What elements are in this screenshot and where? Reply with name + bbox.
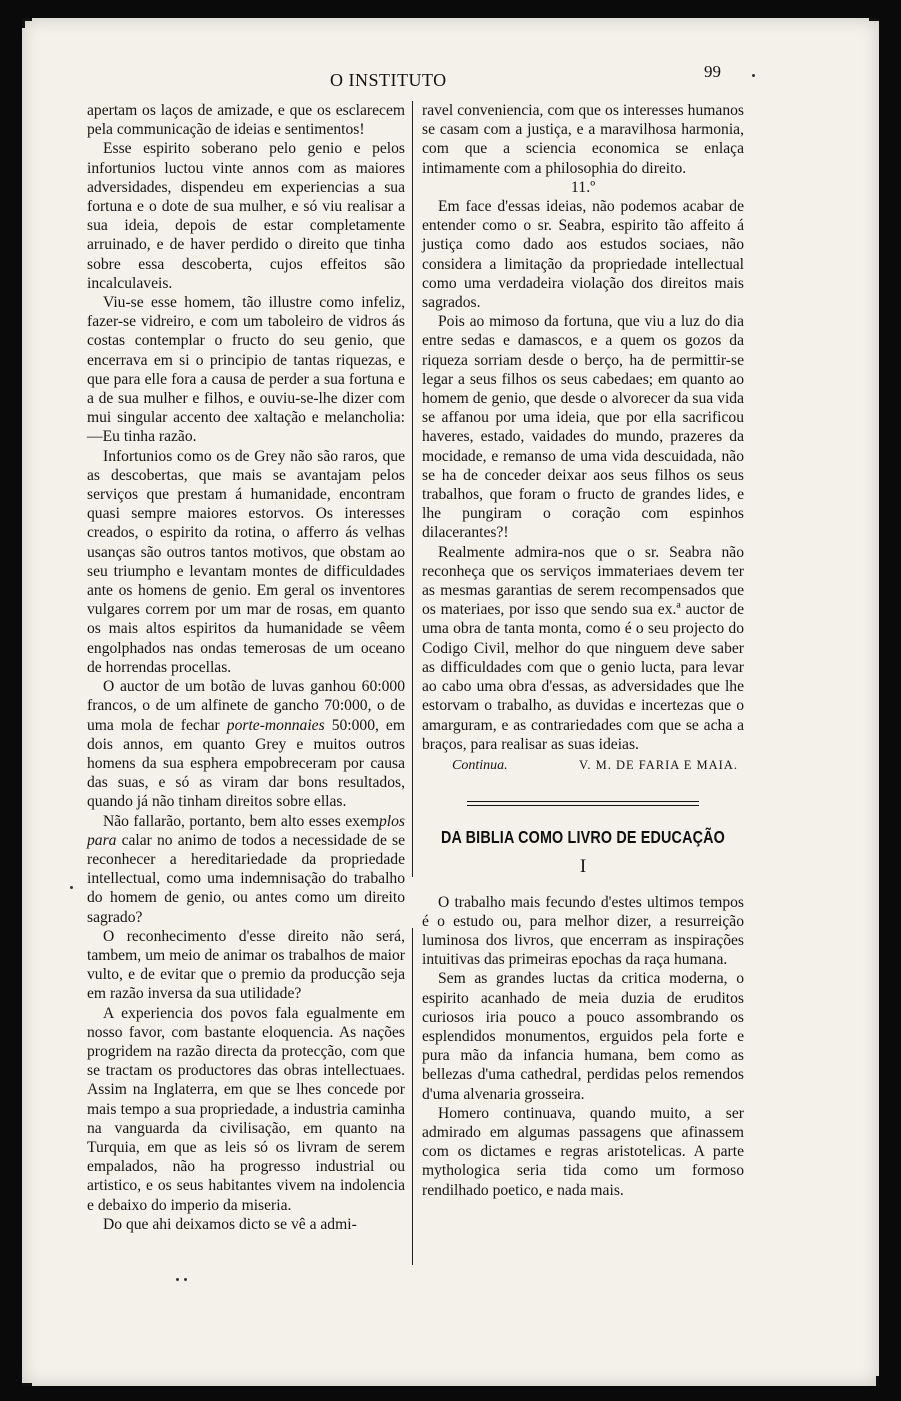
print-speck bbox=[752, 74, 755, 77]
column-divider-lower bbox=[412, 928, 413, 1265]
paragraph-text: 50:000, em dois annos, em quanto Grey e muitos outros homens da sua esphera empobreceram por causa das suas, e só as viram dar bons resultados, quando já não tinham direitos sobre ellas. bbox=[87, 716, 405, 811]
article-signature bbox=[422, 756, 744, 775]
print-speck bbox=[184, 1278, 187, 1281]
italic-term: plos para bbox=[87, 812, 405, 849]
page-edge-mark bbox=[22, 1383, 32, 1386]
print-speck bbox=[70, 886, 73, 889]
paragraph: Viu-se esse homem, tão illustre como infeliz, fazer-se vidreiro, e com um taboleiro de vidros ás costas contemplar o fructo do seu genio, que encerrava em si o principio de tantas riquezas, e que para elle fora a causa de perder a sua fortuna e a de sua mulher e filhos, e ouviu-se-lhe dizer com mui singular accento dee xaltação e melancholia:—Eu tinha razão. bbox=[87, 294, 405, 446]
print-speck bbox=[176, 1278, 179, 1281]
section-number: 11.º bbox=[570, 178, 596, 196]
paragraph: Do que ahi deixamos dicto se vê a admi- bbox=[103, 1215, 357, 1233]
right-column bbox=[422, 101, 744, 1200]
author-name: V. M. DE FARIA E MAIA. bbox=[578, 757, 738, 772]
article-part-number: I bbox=[579, 856, 587, 878]
italic-term: porte-monnaies bbox=[226, 716, 325, 734]
paragraph: Infortunios como os de Grey não são raros, que as descobertas, que mais se avantajam pelos serviços que prestam á humanidade, encontram quasi sempre maiores estorvos. Os interesses creados, o espirito da rotina, o afferro ás velhas usanças são outros tantos motivos, que obstam ao seu triumpho e levantam montes de difficuldades ante os homens de genio. Em geral os inventores vulgares correm por um mar de rosas, em quanto os mais altos espiritos da humanidade se vêem engolphados nas ondas temerosas de um oceano de horrendas procellas. bbox=[87, 447, 405, 676]
paragraph bbox=[87, 812, 405, 927]
paragraph: Esse espirito soberano pelo genio e pelos infortunios luctou vinte annos com as maiores adversidades, dispendeu em experiencias a sua fortuna e o dote de sua mulher, e só viu realisar a sua ideia, depois de estar completamente arruinado, e de haver perdido o direito que tinha sobre essa descoberta, cujos effeitos são incalculaveis. bbox=[87, 140, 405, 292]
column-divider bbox=[412, 101, 413, 877]
paragraph: O reconhecimento d'esse direito não será, tambem, um meio de animar os trabalhos de maior vulto, e de evitar que o premio da producção seja em razão inversa da sua utilidade? bbox=[87, 927, 405, 1003]
running-header-title: O INSTITUTO bbox=[330, 70, 447, 90]
paragraph: Sem as grandes luctas da critica moderna, o espirito acanhado de meia duzia de eruditos curiosos iria pouco a pouco assombrando os esplendidos monumentos, erguidos pela forte e pura mão da infancia humana, bem como as bellezas d'uma cathedral, perdidas pelos remendos d'uma alvenaria grosseira. bbox=[422, 970, 744, 1103]
paragraph: apertam os laços de amizade, e que os esclarecem pela communicação de ideias e sentimentos! bbox=[87, 102, 405, 139]
paragraph: O trabalho mais fecundo d'estes ultimos tempos é o estudo ou, para melhor dizer, a resurreição luminosa dos livros, que encerram as inspirações intuitivas das primeiras epochas da raça humana. bbox=[422, 893, 744, 969]
paragraph bbox=[87, 677, 405, 811]
paragraph: Em face d'essas ideias, não podemos acabar de entender como o sr. Seabra, espirito tão affeito á justiça como dado aos estudos sociaes, não considera a limitação da propriedade intellectual como uma verdadeira violação dos direitos mais sagrados. bbox=[422, 198, 744, 312]
page-edge-mark bbox=[869, 18, 879, 21]
section-separator bbox=[467, 801, 699, 806]
paragraph: Homero continuava, quando muito, a ser admirado em algumas passagens que afinassem com os dictames e regras aristotelicas. A parte mythologica seria tida como um formoso rendilhado poetico, e nada mais. bbox=[422, 1104, 744, 1199]
paragraph: Realmente admira-nos que o sr. Seabra não reconheça que os serviços immateriaes devem ter as mesmas garantias de serem recompensados que os materiaes, por isso que sendo sua ex.ª auctor de uma obra de tanta monta, como é o seu projecto do Codigo Civil, melhor do que ninguem deve saber as difficuldades com que o genio lucta, para levar ao cabo uma obra d'essas, as adversidades que lhe estorvam o trabalho, as duvidas e incertezas que o amarguram, e as contrariedades com que se acha a braços, para realisar as suas ideias. bbox=[422, 543, 744, 753]
continued-note: Continua. bbox=[452, 757, 508, 773]
page-edge-mark bbox=[876, 1376, 879, 1386]
article-title: DA BIBLIA COMO LIVRO DE EDUCAÇÃO bbox=[440, 827, 726, 848]
paragraph: Pois ao mimoso da fortuna, que viu a luz do dia entre sedas e damascos, e a quem os gozos da riqueza sorriam desde o berço, ha de permittir-se legar a seus filhos os seus cabedaes; em quanto ao homem de genio, que desde o alvorecer da sua vida se affanou por uma ideia, que por ella sacrificou haveres, estado, vaidades do mundo, prazeres da mocidade, e remanso de uma vida descuidada, não se ha de conceder deixar aos seus filhos os seus trabalhos, que foram o fructo de grandes lides, e lhe pungiram o coração com espinhos dilacerantes?! bbox=[422, 313, 744, 542]
paragraph: A experiencia dos povos fala egualmente em nosso favor, com bastante eloquencia. As nações progridem na razão directa da protecção, com que se tractam os productores das obras intellectuaes. Assim na Inglaterra, em que se lhes concede por mais tempo a sua propriedade, a industria caminha na vanguarda da civilisação, em quanto na Turquia, em que as leis só os livram de serem empalados, não ha progresso industrial ou artistico, e os seus habitantes vivem na indolencia e debaixo do imperio da miseria. bbox=[87, 1004, 405, 1214]
page-edge-mark bbox=[22, 18, 25, 28]
left-column bbox=[87, 101, 405, 1234]
paragraph-text: Não fallarão, portanto, bem alto esses exem bbox=[103, 812, 379, 830]
page-number: 99 bbox=[704, 62, 721, 81]
paragraph: ravel conveniencia, com que os interesses humanos se casam com a justiça, e a maravilhosa harmonia, com que a sciencia economica se enlaça intimamente com a philosophia do direito. bbox=[422, 102, 744, 177]
paragraph-text: calar no animo de todos a necessidade de se reconhecer a hereditariedade da propriedade intellectual, como uma indemnisação do trabalho do homem de genio, ou antes como um direito sagrado? bbox=[87, 831, 405, 926]
paragraph-text: O auctor de um botão de luvas ganhou 60:000 francos, o de um alfinete de gancho 70:000, o de uma mola de fechar bbox=[87, 678, 405, 734]
